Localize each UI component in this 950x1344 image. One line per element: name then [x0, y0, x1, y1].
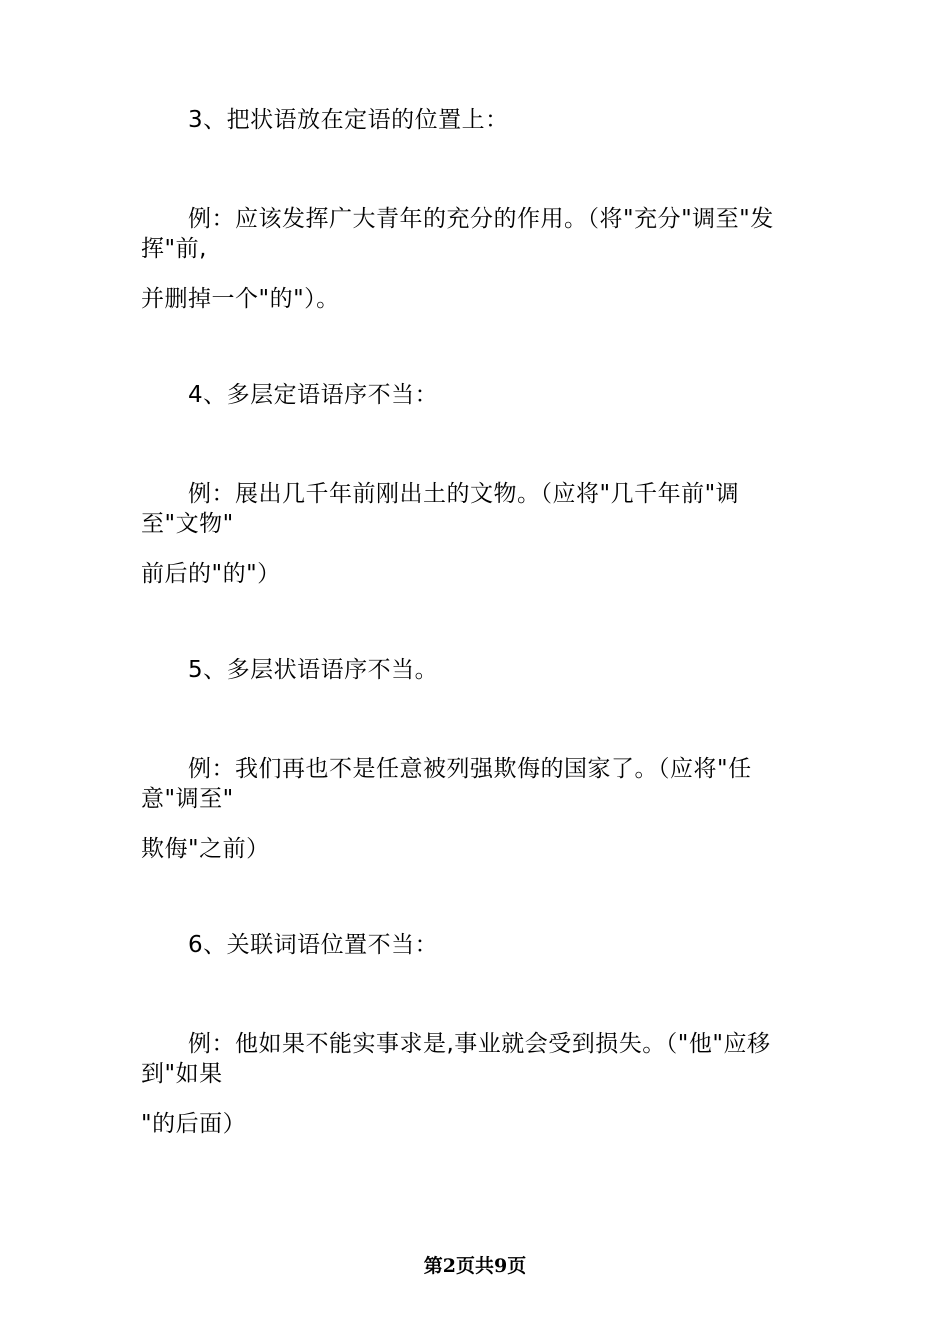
item5-example-line3: 欺侮"之前）	[141, 836, 270, 862]
item3-example-line2: 挥"前,	[141, 236, 207, 262]
item5-heading: 5、多层状语语序不当。	[188, 657, 439, 683]
item4-heading: 4、多层定语语序不当：	[188, 382, 439, 408]
page-number-footer: 第2页共9页	[423, 1255, 527, 1277]
item6-example-line1: 例：他如果不能实事求是,事业就会受到损失。（"他"应移	[188, 1031, 771, 1057]
item4-example-line2: 至"文物"	[141, 511, 234, 537]
item6-example-line2: 到"如果	[141, 1061, 223, 1087]
item3-example-line1: 例：应该发挥广大青年的充分的作用。（将"充分"调至"发	[188, 206, 774, 232]
item3-example-line3: 并删掉一个"的"）。	[141, 286, 340, 312]
item6-example-line3: "的后面）	[141, 1111, 247, 1137]
item6-heading: 6、关联词语位置不当：	[188, 932, 439, 958]
item5-example-line1: 例：我们再也不是任意被列强欺侮的国家了。（应将"任	[188, 756, 752, 782]
item4-example-line1: 例：展出几千年前刚出土的文物。（应将"几千年前"调	[188, 481, 740, 507]
item3-heading: 3、把状语放在定语的位置上：	[188, 107, 509, 133]
item5-example-line2: 意"调至"	[141, 786, 234, 812]
item4-example-line3: 前后的"的"）	[141, 561, 281, 587]
